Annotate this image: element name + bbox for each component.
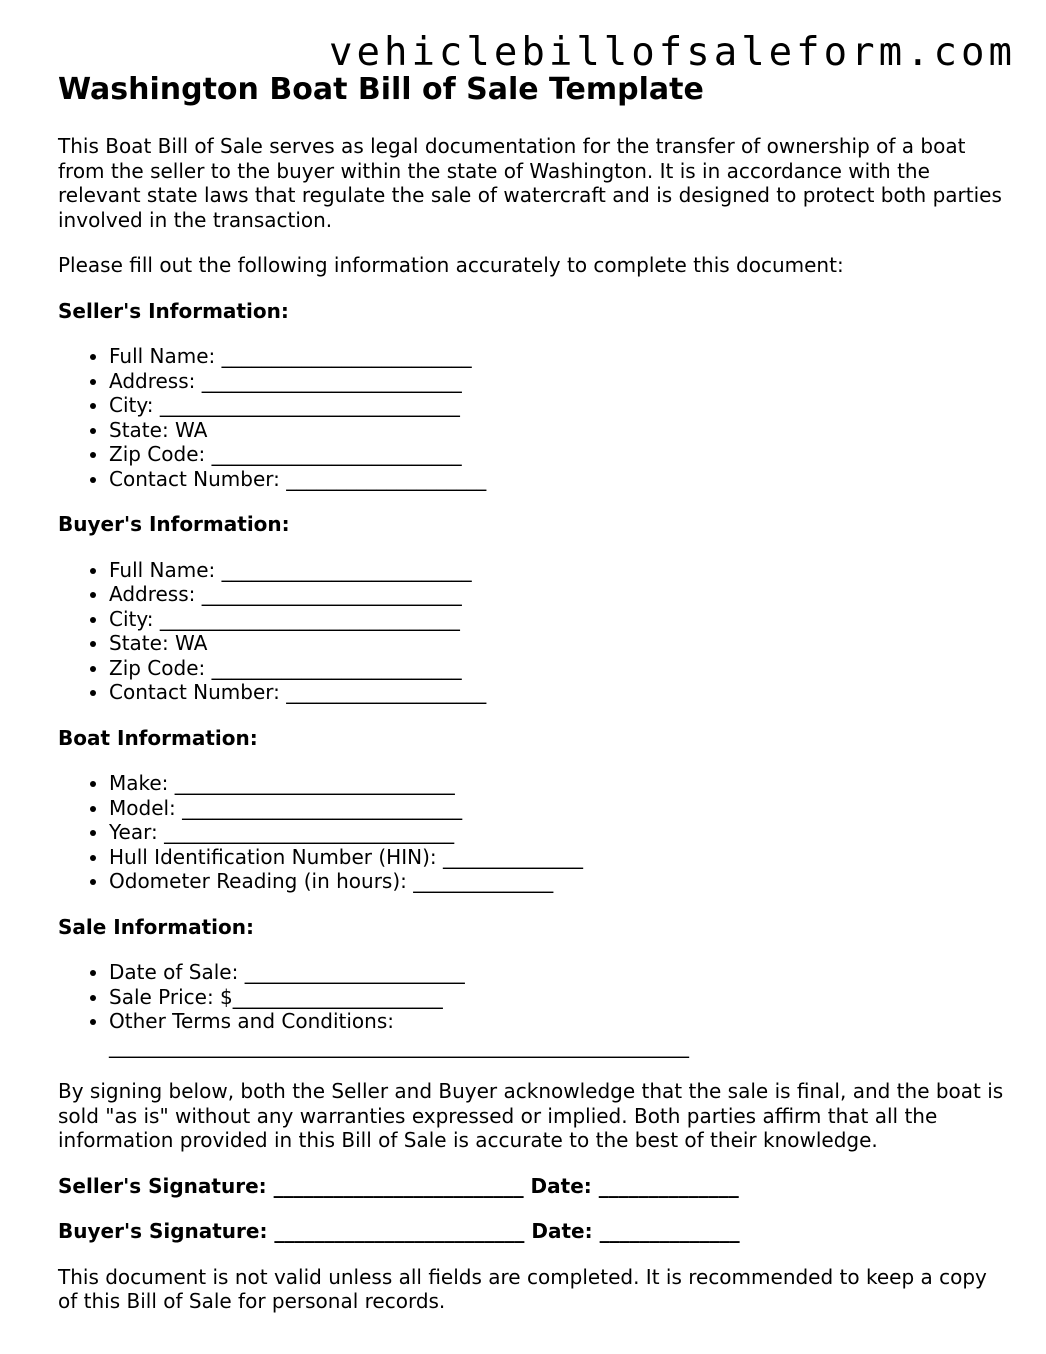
intro-paragraph: This Boat Bill of Sale serves as legal documentation for the transfer of ownership of a boat from the seller to the buyer within the state of Washington. It is in accordance with the relevant state laws that regulate the sale of watercraft and is designed to protect both parties involved in the transaction. bbox=[58, 134, 1002, 232]
list-item: • Zip Code: _________________________ bbox=[109, 442, 1008, 467]
document-body bbox=[58, 72, 1008, 1335]
buyer-section-heading: Buyer's Information: bbox=[58, 512, 290, 536]
list-item: • Address: __________________________ bbox=[109, 369, 1008, 394]
page-title: Washington Boat Bill of Sale Template bbox=[58, 72, 704, 107]
buyer-signature-line: Buyer's Signature: _________________________ Date: ______________ bbox=[58, 1219, 740, 1243]
buyer-info-list bbox=[58, 558, 1008, 705]
list-item: • State: WA bbox=[109, 418, 1008, 443]
footer-note: This document is not valid unless all fields are completed. It is recommended to keep a copy of this Bill of Sale for personal records. bbox=[58, 1264, 987, 1313]
list-item: • Year: _____________________________ bbox=[109, 820, 1008, 845]
list-item: • Sale Price: $_____________________ bbox=[109, 985, 809, 1010]
list-item: • Date of Sale: ______________________ bbox=[109, 960, 809, 985]
list-item: • Full Name: _________________________ bbox=[109, 558, 1008, 583]
list-item: • Full Name: _________________________ bbox=[109, 344, 1008, 369]
list-item: • Make: ____________________________ bbox=[109, 771, 1008, 796]
list-item: • City: ______________________________ bbox=[109, 393, 1008, 418]
list-item: • State: WA bbox=[109, 631, 1008, 656]
list-item: • Model: ____________________________ bbox=[109, 796, 1008, 821]
sale-section-heading: Sale Information: bbox=[58, 914, 254, 939]
boat-info-list bbox=[58, 771, 1008, 894]
list-item: • Contact Number: ____________________ bbox=[109, 680, 1008, 705]
boat-section-heading: Boat Information: bbox=[58, 725, 258, 750]
acknowledgement-paragraph: By signing below, both the Seller and Buyer acknowledge that the sale is final, and the boat is sold "as is" without any warranties expressed or implied. Both parties affirm that all the information provided in this Bill of Sale is accurate to the best of their knowledge. bbox=[58, 1079, 1004, 1152]
site-watermark: vehiclebillofsaleform.com bbox=[329, 30, 1016, 75]
list-item: • Zip Code: _________________________ bbox=[109, 656, 1008, 681]
seller-info-list bbox=[58, 344, 1008, 491]
list-item: • Address: __________________________ bbox=[109, 582, 1008, 607]
list-item: • Hull Identification Number (HIN): ______________ bbox=[109, 845, 1008, 870]
list-item: • Contact Number: ____________________ bbox=[109, 467, 1008, 492]
list-item: • Other Terms and Conditions: __________________________________________________________ bbox=[109, 1009, 809, 1058]
list-item: • Odometer Reading (in hours): ______________ bbox=[109, 869, 1008, 894]
seller-signature-line: Seller's Signature: _________________________ Date: ______________ bbox=[58, 1173, 739, 1198]
list-item: • City: ______________________________ bbox=[109, 607, 1008, 632]
instruction-paragraph: Please fill out the following information accurately to complete this document: bbox=[58, 253, 844, 277]
sale-info-list bbox=[58, 960, 809, 1058]
seller-section-heading: Seller's Information: bbox=[58, 298, 289, 323]
